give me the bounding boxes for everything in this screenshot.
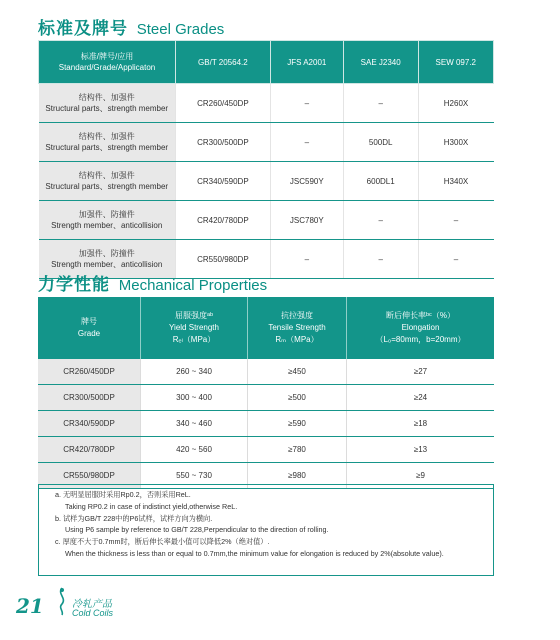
elongation-cell: ≥24: [347, 385, 495, 411]
tensile-cell: ≥500: [248, 385, 347, 411]
header-en: Yield Strength: [169, 323, 219, 332]
application-en: Strength member、anticollision: [51, 221, 163, 230]
yield-cell: 340 ~ 460: [141, 411, 248, 437]
page-footer: [16, 586, 216, 626]
application-cn: 加强件、防撞件: [78, 249, 135, 258]
application-cell: [39, 201, 176, 240]
table-row: [39, 201, 494, 240]
application-cn: 结构件、加强件: [78, 93, 135, 102]
yield-cell: 550 ~ 730: [141, 463, 248, 489]
table-row: [39, 84, 494, 123]
header-cn: 屈服强度ᵃᵇ: [175, 311, 213, 320]
tensile-cell: ≥780: [248, 437, 347, 463]
application-cell: [39, 162, 176, 201]
note-b-cn: b. 试样为GB/T 228中的P6试样，试样方向为横向.: [55, 513, 213, 523]
grade-cell: CR550/980DP: [38, 463, 141, 489]
grades-header-application: 标准/牌号/应用 Standard/Grade/Applicaton: [39, 41, 176, 84]
mechanical-title-en: Mechanical Properties: [118, 277, 268, 294]
note-a-en: Taking RP0.2 in case of indistinct yield,otherwise ReL.: [65, 501, 238, 511]
grade-cell: CR260/450DP: [38, 359, 141, 385]
steel-grades-title-cn: 标准及牌号: [38, 19, 128, 38]
grades-header-sew: SEW 097.2: [418, 41, 493, 84]
application-cn: 加强件、防撞件: [78, 210, 135, 219]
steel-grades-title: [38, 14, 224, 39]
gb-grade-cell: CR260/450DP: [176, 84, 271, 123]
table-row: [38, 437, 494, 463]
header-en: Grade: [77, 329, 101, 338]
sew-grade-cell: H340X: [418, 162, 493, 201]
steel-grades-title-en: Steel Grades: [136, 21, 225, 38]
sew-grade-cell: H300X: [418, 123, 493, 162]
mech-header-tensile: [248, 297, 347, 359]
sae-grade-cell: 600DL1: [343, 162, 418, 201]
grades-header-sae: SAE J2340: [343, 41, 418, 84]
jfs-grade-cell: –: [270, 84, 343, 123]
grades-header-jfs: JFS A2001: [270, 41, 343, 84]
footer-label-cn: 冷轧产品: [72, 599, 112, 610]
application-cell: [39, 123, 176, 162]
jfs-grade-cell: JSC590Y: [270, 162, 343, 201]
application-en: Structural parts、strength member: [45, 182, 169, 191]
application-cell: [39, 84, 176, 123]
tensile-cell: ≥590: [248, 411, 347, 437]
application-en: Strength member、anticollision: [51, 260, 163, 269]
jfs-grade-cell: JSC780Y: [270, 201, 343, 240]
sew-grade-cell: H260X: [418, 84, 493, 123]
header-cn: 断后伸长率ᵇᶜ（%）: [386, 311, 455, 320]
sew-grade-cell: –: [418, 201, 493, 240]
sae-grade-cell: 500DL: [343, 123, 418, 162]
header-unit: Rₑₗ（MPa）: [172, 335, 216, 344]
tensile-cell: ≥980: [248, 463, 347, 489]
yield-cell: 300 ~ 400: [141, 385, 248, 411]
elongation-cell: ≥13: [347, 437, 495, 463]
header-cn: 牌号: [81, 317, 97, 326]
header-unit: （L₀=80mm，b=20mm）: [375, 335, 466, 344]
table-row: [38, 385, 494, 411]
application-en: Structural parts、strength member: [45, 104, 169, 113]
footnotes-box: [38, 484, 494, 576]
grade-cell: CR340/590DP: [38, 411, 141, 437]
table-row: [38, 411, 494, 437]
elongation-cell: ≥9: [347, 463, 495, 489]
header-en: Elongation: [401, 323, 440, 332]
table-row: [38, 359, 494, 385]
sae-grade-cell: –: [343, 201, 418, 240]
grades-header-gb: GB/T 20564.2: [176, 41, 271, 84]
header-unit: Rₘ（MPa）: [275, 335, 319, 344]
sae-grade-cell: –: [343, 240, 418, 279]
mech-header-grade: [38, 297, 141, 359]
yield-cell: 260 ~ 340: [141, 359, 248, 385]
table-row: [39, 162, 494, 201]
application-cn: 结构件、加强件: [78, 171, 135, 180]
coil-icon: [54, 586, 70, 621]
application-cn: 结构件、加强件: [78, 132, 135, 141]
mechanical-properties-title: [38, 270, 267, 295]
header-cn: 抗拉强度: [281, 311, 313, 320]
note-c-en: When the thickness is less than or equal to 0.7mm,the minimum value for elongation is reduced by 2%(absolute value).: [65, 548, 444, 558]
page-number: 21: [16, 594, 44, 618]
elongation-cell: ≥27: [347, 359, 495, 385]
note-a-cn: a. 无明显屈服时采用Rp0.2，否则采用ReL.: [55, 490, 191, 499]
mech-header-yield: [141, 297, 248, 359]
note-b-en: Using P6 sample by reference to GB/T 228,Perpendicular to the direction of rolling.: [65, 525, 329, 535]
grade-cell: CR420/780DP: [38, 437, 141, 463]
yield-cell: 420 ~ 560: [141, 437, 248, 463]
table-row: [39, 123, 494, 162]
gb-grade-cell: CR550/980DP: [176, 240, 271, 279]
application-en: Structural parts、strength member: [45, 143, 169, 152]
mech-header-elongation: [347, 297, 495, 359]
mechanical-properties-table: [38, 297, 494, 489]
elongation-cell: ≥18: [347, 411, 495, 437]
mechanical-title-cn: 力学性能: [38, 275, 110, 294]
gb-grade-cell: CR300/500DP: [176, 123, 271, 162]
note-c-cn: c. 厚度不大于0.7mm时，断后伸长率最小值可以降低2%（绝对值）.: [55, 537, 270, 547]
gb-grade-cell: CR340/590DP: [176, 162, 271, 201]
sae-grade-cell: –: [343, 84, 418, 123]
tensile-cell: ≥450: [248, 359, 347, 385]
jfs-grade-cell: –: [270, 123, 343, 162]
steel-grades-table: [38, 40, 494, 279]
header-en: Tensile Strength: [268, 323, 326, 332]
gb-grade-cell: CR420/780DP: [176, 201, 271, 240]
jfs-grade-cell: –: [270, 240, 343, 279]
grade-cell: CR300/500DP: [38, 385, 141, 411]
sew-grade-cell: –: [418, 240, 493, 279]
footer-label-en: Cold Coils: [72, 608, 114, 618]
